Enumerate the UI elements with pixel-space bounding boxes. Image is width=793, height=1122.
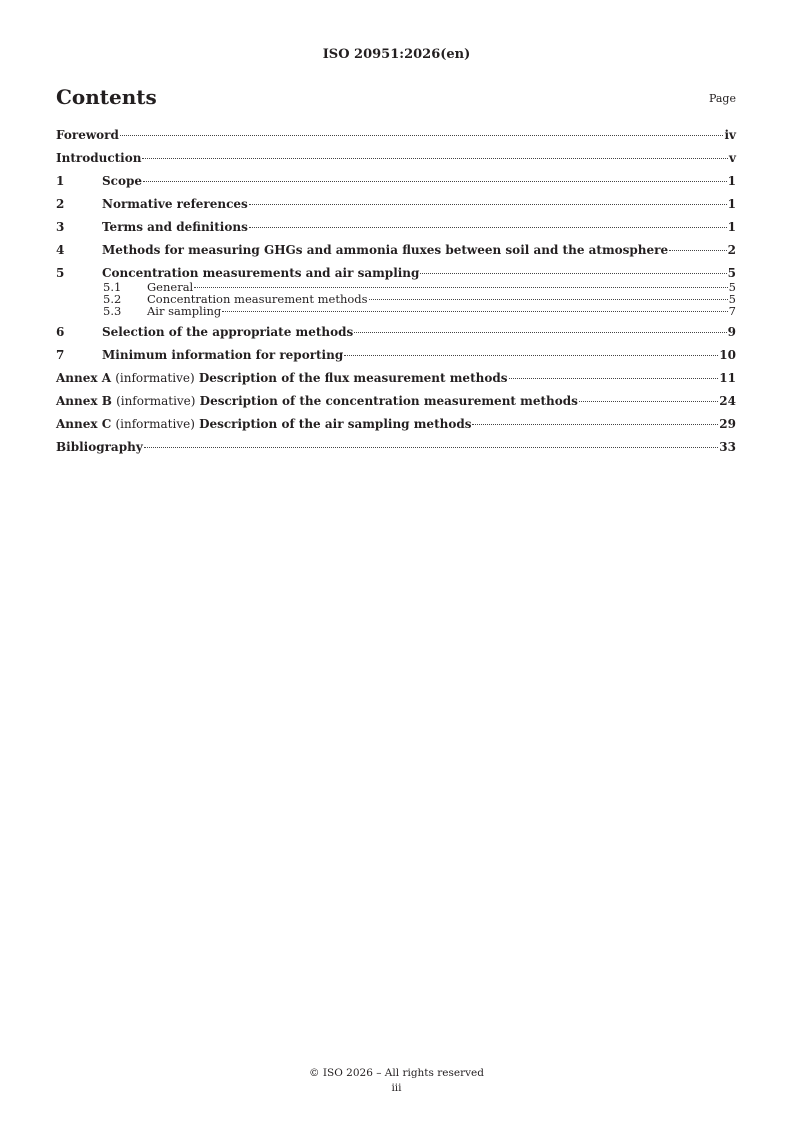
annex-label: Annex C — [56, 417, 112, 431]
toc-entry-title: Bibliography — [56, 440, 143, 454]
toc-entry-title: Minimum information for reporting — [102, 348, 344, 362]
toc-entry-title — [56, 394, 578, 409]
toc-entry-annex-b[interactable] — [56, 394, 736, 409]
toc-entry-number: 3 — [56, 220, 65, 234]
annex-label: Annex A — [56, 371, 112, 385]
annex-qualifier: (informative) — [115, 417, 195, 431]
toc-entry-concentration-measurements[interactable] — [56, 266, 736, 281]
annex-label: Annex B — [56, 394, 112, 408]
toc-entry-page: 10 — [719, 348, 736, 362]
toc-subentry-air-sampling[interactable] — [56, 305, 736, 317]
toc-entry-page: 5 — [728, 292, 736, 306]
toc-entry-bibliography[interactable] — [56, 440, 736, 455]
page-number: iii — [391, 1082, 402, 1094]
toc-entry-number: 7 — [56, 348, 65, 362]
toc-entry-page: 2 — [727, 243, 736, 257]
dot-leader — [579, 401, 718, 402]
dot-leader — [344, 355, 718, 356]
dot-leader — [142, 158, 728, 159]
toc-entry-title: Introduction — [56, 151, 142, 165]
toc-entry-page: 1 — [727, 197, 736, 211]
dot-leader — [354, 332, 726, 333]
toc-entry-page: 5 — [727, 266, 736, 280]
toc-entry-number: 6 — [56, 325, 65, 339]
toc-entry-methods[interactable] — [56, 243, 736, 258]
toc-entry-normative-references[interactable] — [56, 197, 736, 212]
page-column-label: Page — [708, 92, 736, 105]
dot-leader — [249, 227, 727, 228]
dot-leader — [222, 311, 727, 312]
toc-entry-number: 2 — [56, 197, 65, 211]
toc-entry-page: 9 — [727, 325, 736, 339]
toc-entry-number: 5.3 — [103, 304, 122, 318]
toc-entry-annex-a[interactable] — [56, 371, 736, 386]
dot-leader — [420, 273, 726, 274]
toc-entry-number: 5 — [56, 266, 65, 280]
toc-entry-number: 5.1 — [103, 280, 122, 294]
toc-entry-title: Scope — [102, 174, 143, 188]
dot-leader — [120, 135, 724, 136]
annex-title: Description of the air sampling methods — [199, 417, 472, 431]
dot-leader — [194, 287, 727, 288]
dot-leader — [509, 378, 719, 379]
toc-entry-page: 33 — [719, 440, 736, 454]
dot-leader — [249, 204, 727, 205]
toc-entry-page: 1 — [727, 174, 736, 188]
toc-entry-title: Terms and definitions — [102, 220, 248, 234]
toc-entry-title: Normative references — [102, 197, 248, 211]
toc-entry-page: iv — [724, 128, 736, 142]
toc-entry-title: Methods for measuring GHGs and ammonia fluxes between soil and the atmosphere — [102, 243, 669, 257]
annex-title: Description of the concentration measurement methods — [199, 394, 578, 408]
annex-title: Description of the flux measurement methods — [198, 371, 508, 385]
toc-entry-selection[interactable] — [56, 325, 736, 340]
toc-entry-minimum-information[interactable] — [56, 348, 736, 363]
toc-entry-title — [56, 371, 508, 386]
dot-leader — [472, 424, 718, 425]
toc-entry-number: 5.2 — [103, 292, 122, 306]
annex-qualifier: (informative) — [115, 371, 195, 385]
toc-entry-foreword[interactable] — [56, 128, 736, 143]
copyright-notice: © ISO 2026 – All rights reserved — [309, 1067, 484, 1079]
toc-entry-page: v — [729, 151, 736, 165]
dot-leader — [369, 299, 728, 300]
dot-leader — [669, 250, 727, 251]
toc-entry-annex-c[interactable] — [56, 417, 736, 432]
toc-entry-page: 29 — [719, 417, 736, 431]
dot-leader — [143, 181, 727, 182]
toc-entry-number: 1 — [56, 174, 65, 188]
toc-entry-title: General — [147, 280, 194, 294]
toc-entry-title: Concentration measurement methods — [147, 292, 368, 306]
dot-leader — [144, 447, 719, 448]
toc-entry-title — [56, 417, 471, 432]
page-title: Contents — [56, 85, 157, 109]
toc-entry-title: Selection of the appropriate methods — [102, 325, 354, 339]
page-footer — [0, 1066, 793, 1096]
toc-entry-title: Air sampling — [147, 304, 222, 318]
toc-entry-introduction[interactable] — [56, 151, 736, 166]
toc-entry-page: 1 — [727, 220, 736, 234]
toc-entry-page: 7 — [728, 304, 736, 318]
annex-qualifier: (informative) — [116, 394, 196, 408]
toc-entry-number: 4 — [56, 243, 65, 257]
toc-entry-title: Concentration measurements and air sampling — [102, 266, 420, 280]
table-of-contents — [56, 128, 736, 455]
document-header: ISO 20951:2026(en) — [322, 47, 471, 62]
toc-entry-title: Foreword — [56, 128, 119, 142]
toc-entry-terms-and-definitions[interactable] — [56, 220, 736, 235]
toc-entry-page: 11 — [719, 371, 736, 385]
toc-entry-page: 24 — [719, 394, 736, 408]
toc-entry-page: 5 — [728, 280, 736, 294]
toc-entry-scope[interactable] — [56, 174, 736, 189]
